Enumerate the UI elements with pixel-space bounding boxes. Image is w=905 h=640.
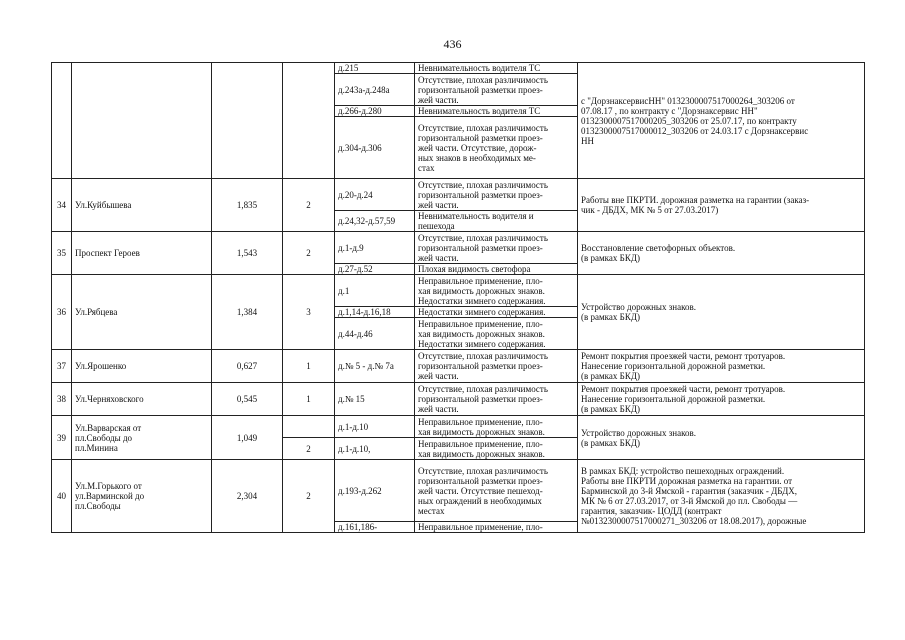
measures-text: В рамках БКД: устройство пешеходных ограждений. Работы вне ПКРТИ дорожная разметка на гарантии. от Барминской до 3-й Ямской - гарантия (заказчик - ДБДХ, МК № 6 от 27.03.2017, от 3-й Ямской до пл. Свободы — гарантия, заказчик- ЦОДД (контракт №0132300007517000271_303206 от 18.08.2017), дорожные [578, 460, 865, 533]
street-name: Ул.Куйбышева [72, 179, 212, 232]
row-number: 39 [52, 416, 72, 460]
deficiency-note: Плохая видимость светофора [415, 264, 578, 275]
measures-text: Ремонт покрытия проезжей части, ремонт тротуаров. Нанесение горизонтальной дорожной разметки. (в рамках БКД) [578, 383, 865, 416]
street-name: Ул.Черняховского [72, 383, 212, 416]
measures-text: Устройство дорожных знаков. (в рамках БКД) [578, 275, 865, 350]
lane-count: 2 [283, 438, 335, 460]
row-number: 40 [52, 460, 72, 533]
table-row [52, 275, 865, 307]
row-number [52, 63, 72, 179]
lane-count: 1 [283, 350, 335, 383]
section-range: д.№ 15 [335, 383, 415, 416]
section-range: д.215 [335, 63, 415, 74]
deficiency-note: Невнимательность водителя ТС [415, 106, 578, 117]
deficiency-note: Отсутствие, плохая различимость горизонтальной разметки проез- жей части. [415, 383, 578, 416]
deficiency-note: Отсутствие, плохая различимость горизонтальной разметки проез- жей части. [415, 179, 578, 211]
deficiency-note: Неправильное применение, пло- хая видимость дорожных знаков. [415, 438, 578, 460]
table-row [52, 416, 865, 438]
street-name: Проспект Героев [72, 232, 212, 275]
table-row [52, 460, 865, 522]
row-number: 38 [52, 383, 72, 416]
street-length: 1,835 [212, 179, 283, 232]
street-name: Ул.Варварская от пл.Свободы до пл.Минина [72, 416, 212, 460]
section-range: д.161,186- [335, 522, 415, 533]
section-range: д.44-д.46 [335, 318, 415, 350]
section-range: д.304-д.306 [335, 117, 415, 179]
measures-text: Ремонт покрытия проезжей части, ремонт тротуаров. Нанесение горизонтальной дорожной разметки. (в рамках БКД) [578, 350, 865, 383]
lane-count: 2 [283, 232, 335, 275]
row-number: 34 [52, 179, 72, 232]
street-length: 1,049 [212, 416, 283, 460]
table-row [52, 179, 865, 211]
deficiency-note: Неправильное применение, пло- хая видимость дорожных знаков. [415, 416, 578, 438]
table-row [52, 63, 865, 74]
lane-count: 2 [283, 460, 335, 533]
deficiency-note: Неправильное применение, пло- хая видимость дорожных знаков. Недостатки зимнего содержания. [415, 318, 578, 350]
section-range: д.1,14-д.16,18 [335, 307, 415, 318]
measures-text: с "ДорзнаксервисНН" 0132300007517000264_303206 от 07.08.17 , по контракту с "Дорзнаксервис НН" 0132300007517000205_303206 от 25.07.17, по контракту 0132300007517000012_303206 от 24.03.17 с Дорзнаксервис НН [578, 63, 865, 179]
table-row [52, 383, 865, 416]
section-range: д.20-д.24 [335, 179, 415, 211]
measures-text: Восстановление светофорных объектов. (в рамках БКД) [578, 232, 865, 275]
street-length: 1,384 [212, 275, 283, 350]
deficiency-note: Отсутствие, плохая различимость горизонтальной разметки проез- жей части. [415, 74, 578, 106]
street-length: 0,545 [212, 383, 283, 416]
deficiency-note: Отсутствие, плохая различимость горизонтальной разметки проез- жей части. Отсутствие, дорож- ных знаков в необходимых ме- стах [415, 117, 578, 179]
section-range: д.27-д.52 [335, 264, 415, 275]
lane-count: 1 [283, 383, 335, 416]
road-safety-table [51, 62, 865, 533]
street-name: Ул.Рябцева [72, 275, 212, 350]
street-name [72, 63, 212, 179]
section-range: д.1-д.10 [335, 416, 415, 438]
row-number: 36 [52, 275, 72, 350]
deficiency-note: Невнимательность водителя ТС [415, 63, 578, 74]
section-range: д.№ 5 - д.№ 7а [335, 350, 415, 383]
deficiency-note: Отсутствие, плохая различимость горизонтальной разметки проез- жей части. [415, 232, 578, 264]
measures-text: Работы вне ПКРТИ. дорожная разметка на гарантии (заказ- чик - ДБДХ, МК № 5 от 27.03.2017) [578, 179, 865, 232]
street-name: Ул.М.Горького от ул.Варминской до пл.Свободы [72, 460, 212, 533]
deficiency-note: Неправильное применение, пло- хая видимость дорожных знаков. Недостатки зимнего содержания. [415, 275, 578, 307]
lane-count [283, 416, 335, 438]
lane-count [283, 63, 335, 179]
street-length [212, 63, 283, 179]
street-length: 1,543 [212, 232, 283, 275]
section-range: д.1-д.10, [335, 438, 415, 460]
street-name: Ул.Ярошенко [72, 350, 212, 383]
deficiency-note: Недостатки зимнего содержания. [415, 307, 578, 318]
section-range: д.1 [335, 275, 415, 307]
table-row [52, 232, 865, 264]
lane-count: 3 [283, 275, 335, 350]
deficiency-note: Неправильное применение, пло- [415, 522, 578, 533]
row-number: 35 [52, 232, 72, 275]
deficiency-note: Отсутствие, плохая различимость горизонтальной разметки проез- жей части. Отсутствие пешеход- ных ограждений в необходимых местах [415, 460, 578, 522]
deficiency-note: Невнимательность водителя и пешехода [415, 211, 578, 232]
table-row [52, 350, 865, 383]
deficiency-note: Отсутствие, плохая различимость горизонтальной разметки проез- жей части. [415, 350, 578, 383]
section-range: д.1-д.9 [335, 232, 415, 264]
section-range: д.243а-д.248а [335, 74, 415, 106]
street-length: 0,627 [212, 350, 283, 383]
row-number: 37 [52, 350, 72, 383]
section-range: д.24,32-д.57,59 [335, 211, 415, 232]
street-length: 2,304 [212, 460, 283, 533]
section-range: д.266-д.280 [335, 106, 415, 117]
page-number: 436 [443, 37, 462, 51]
section-range: д.193-д.262 [335, 460, 415, 522]
measures-text: Устройство дорожных знаков. (в рамках БКД) [578, 416, 865, 460]
lane-count: 2 [283, 179, 335, 232]
